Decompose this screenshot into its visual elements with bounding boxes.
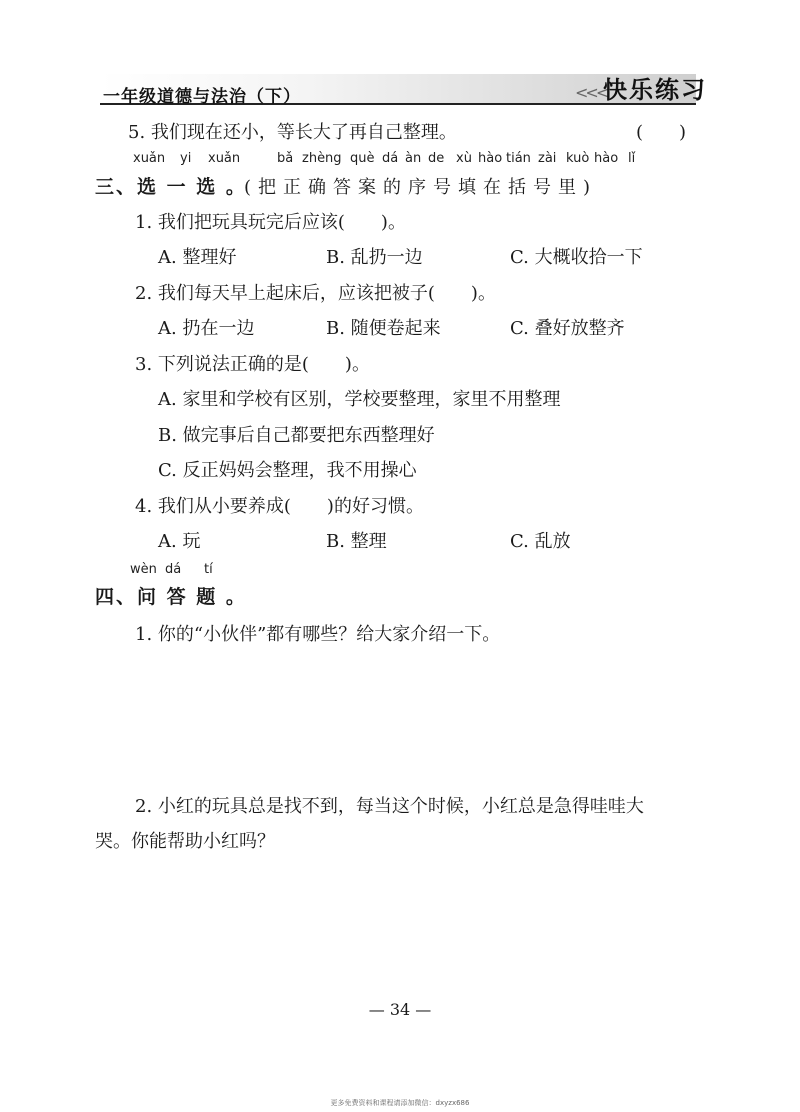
question-stem: 2. 我们每天早上起床后，应该把被子( )。 — [135, 283, 496, 304]
option-a[interactable]: A. 扔在一边 — [158, 318, 255, 339]
section-instruction: (把正确答案的序号填在括号里) — [244, 177, 598, 198]
pinyin: de — [428, 151, 445, 166]
option-c[interactable]: C. 乱放 — [510, 531, 571, 552]
pinyin: xuǎn — [208, 151, 241, 166]
pinyin: xuǎn — [133, 151, 166, 166]
option-b[interactable]: B. 做完事后自己都要把东西整理好 — [158, 425, 435, 446]
pinyin: yi — [180, 151, 192, 166]
option-c[interactable]: C. 叠好放整齐 — [510, 318, 625, 339]
page-number: — 34 — — [368, 1000, 432, 1019]
option-b[interactable]: B. 随便卷起来 — [326, 318, 441, 339]
pinyin: dá — [165, 562, 182, 577]
pinyin: lǐ — [628, 151, 636, 166]
question-stem: 1. 我们把玩具玩完后应该( )。 — [135, 212, 406, 233]
question-stem: 2. 小红的玩具总是找不到，每当这个时候，小红总是急得哇哇大 — [135, 796, 644, 817]
question-stem: 4. 我们从小要养成( )的好习惯。 — [135, 496, 424, 517]
option-c[interactable]: C. 反正妈妈会整理，我不用操心 — [158, 460, 417, 481]
question-stem-continued: 哭。你能帮助小红吗？ — [95, 831, 275, 852]
chevron-left-icon: <<< — [575, 83, 607, 102]
pinyin: dá — [382, 151, 399, 166]
book-title: 一年级道德与法治（下） — [103, 87, 301, 107]
pinyin: tí — [204, 562, 213, 577]
option-b[interactable]: B. 乱扔一边 — [326, 247, 423, 268]
pinyin: xù — [456, 151, 472, 166]
footer-note: 更多免费资料和课程请添加微信：dxyzx686 — [330, 1099, 470, 1107]
question-stem: 3. 下列说法正确的是( )。 — [135, 354, 370, 375]
pinyin: tián — [506, 151, 531, 166]
option-b[interactable]: B. 整理 — [326, 531, 387, 552]
option-a[interactable]: A. 家里和学校有区别，学校要整理，家里不用整理 — [158, 389, 561, 410]
option-a[interactable]: A. 整理好 — [158, 247, 237, 268]
pinyin: zài — [538, 151, 557, 166]
pinyin: àn — [405, 151, 422, 166]
option-a[interactable]: A. 玩 — [158, 531, 201, 552]
section-title: 三、选 一 选 。 — [95, 176, 247, 198]
pinyin: kuò — [566, 151, 590, 166]
pinyin: zhèng — [302, 151, 342, 166]
pinyin: hào — [478, 151, 503, 166]
pinyin: hào — [594, 151, 619, 166]
section-badge: 快乐练习 — [603, 76, 707, 104]
option-c[interactable]: C. 大概收拾一下 — [510, 247, 643, 268]
question-stem: 1. 你的“小伙伴”都有哪些？给大家介绍一下。 — [135, 624, 501, 645]
pinyin: què — [350, 151, 375, 166]
pinyin: bǎ — [277, 151, 294, 166]
question-text: 5. 我们现在还小，等长大了再自己整理。 — [128, 122, 457, 143]
pinyin: wèn — [130, 562, 157, 577]
section-title: 四、问 答 题 。 — [95, 586, 247, 608]
answer-blank[interactable]: ( ) — [636, 122, 687, 143]
